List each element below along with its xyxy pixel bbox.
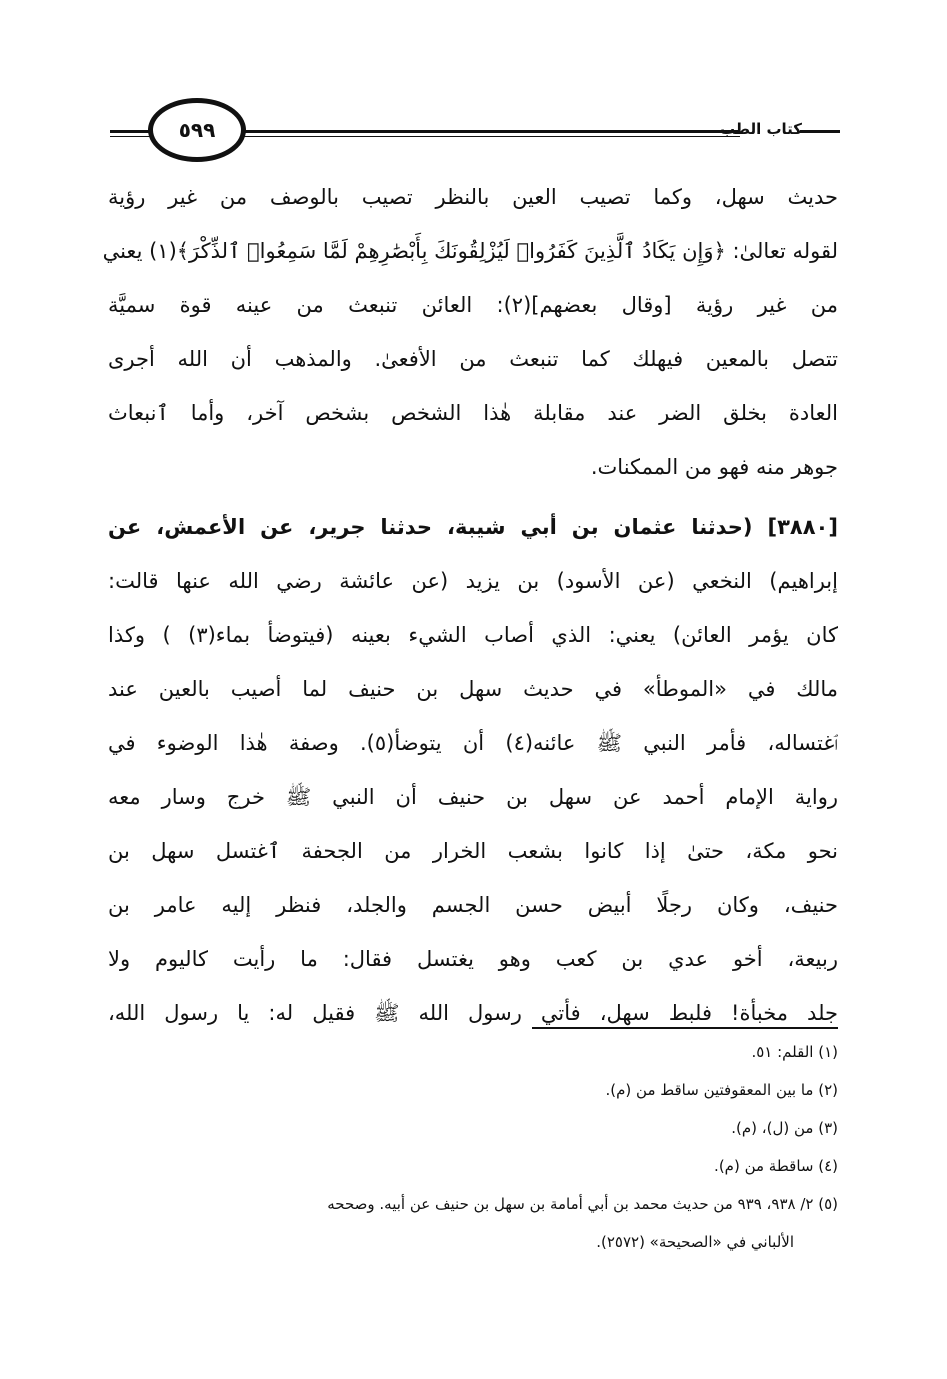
chapter-title: كتاب الطب <box>719 120 802 138</box>
page-header <box>110 92 840 182</box>
text-line: العادة بخلق الضر عند مقابلة هٰذا الشخص بشخص آخر، وأما ٱنبعاث <box>108 401 838 425</box>
header-rule-right <box>240 130 740 133</box>
text-line: ربيعة، أخو عدي بن كعب وهو يغتسل فقال: ما رأيت كاليوم ولا <box>108 947 838 971</box>
text-line: حديث سهل، وكما تصيب العين بالنظر تصيب بالوصف من غير رؤية <box>108 185 838 209</box>
text-line: حنيف، وكان رجلًا أبيض حسن الجسم والجلد، فنظر إليه عامر بن <box>108 893 838 917</box>
header-rule-left-thin <box>110 136 150 137</box>
footnote: (٢) ما بين المعقوفتين ساقط من (م). <box>605 1081 838 1099</box>
main-text <box>102 170 838 1040</box>
hadith-line: [٣٨٨٠] (حدثنا عثمان بن أبي شيبة، حدثنا جرير، عن الأعمش، عن <box>108 515 838 539</box>
header-rule-end <box>800 130 840 133</box>
text-line: جوهر منه فهو من الممكنات. <box>590 455 838 479</box>
text-line: إبراهيم) النخعي (عن الأسود) بن يزيد (عن عائشة رضي الله عنها قالت: <box>108 569 838 593</box>
text-line: من غير رؤية [وقال بعضهم](٢): العائن تنبعث من عينه قوة سميَّة <box>108 293 838 317</box>
footnote-continuation: الألباني في «الصحيحة» (٢٥٧٢). <box>596 1233 794 1251</box>
text-line: ٱغتساله، فأمر النبي ﷺ عائنه(٤) أن يتوضأ(٥). وصفة هٰذا الوضوء في <box>108 731 838 755</box>
footnote: (٤) ساقطة من (م). <box>714 1157 838 1175</box>
page-number-badge <box>148 98 246 162</box>
text-line: تتصل بالمعين فيهلك كما تنبعث من الأفعىٰ. والمذهب أن الله أجرى <box>108 347 838 371</box>
text-line: مالك في «الموطأ» في حديث سهل بن حنيف لما أصيب بالعين عند <box>108 677 838 701</box>
footnote: (١) القلم: ٥١. <box>751 1043 838 1061</box>
text-line: رواية الإمام أحمد عن سهل بن حنيف أن النبي ﷺ خرج وسار معه <box>108 785 838 809</box>
page-number: ٥٩٩ <box>178 118 216 142</box>
footnotes <box>108 1033 838 1261</box>
text-line: لقوله تعالىٰ: ﴿وَإِن يَكَادُ ٱلَّذِينَ كَفَرُوا۟ لَيُزْلِقُونَكَ بِأَبْصَٰرِهِمْ لَمَّا سَمِعُوا۟ ٱلذِّكْرَ﴾(١) يعني <box>102 239 838 263</box>
footnote: (٥) ٢/ ٩٣٨، ٩٣٩ من حديث محمد بن أبي أمامة بن سهل بن حنيف عن أبيه. وصححه <box>327 1195 838 1213</box>
footnote: (٣) من (ل)، (م). <box>731 1119 838 1137</box>
header-rule-right-thin <box>240 136 740 137</box>
header-rule-left <box>110 130 150 133</box>
text-line: نحو مكة، حتىٰ إذا كانوا بشعب الخرار من الجحفة ٱغتسل سهل بن <box>108 839 838 863</box>
text-line: جلد مخبأة! فلبط سهل، فأتي رسول الله ﷺ فقيل له: يا رسول الله، <box>108 1001 838 1025</box>
text-line: كان يؤمر العائن) يعني: الذي أصاب الشيء بعينه (فيتوضأ بماء(٣) ) وكذا <box>108 623 838 647</box>
footnote-rule <box>532 1027 838 1029</box>
